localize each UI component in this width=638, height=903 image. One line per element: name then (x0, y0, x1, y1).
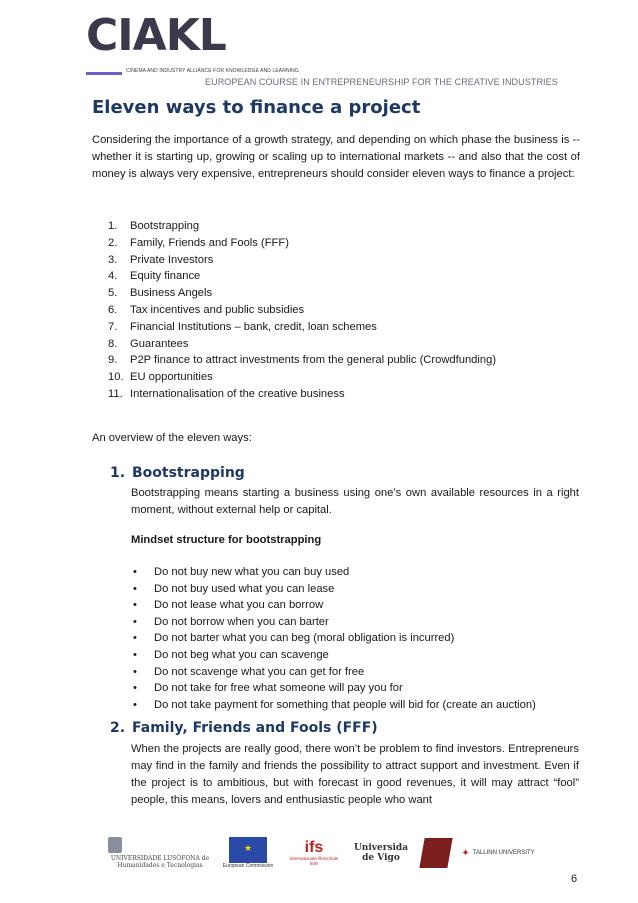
ways-list-text: Bootstrapping (130, 220, 200, 232)
mindset-bullet-text: Do not scavenge what you can get for free (154, 665, 365, 678)
ways-list-text: Business Angels (130, 287, 213, 300)
ways-list-number: 3. (108, 253, 118, 266)
page-title: Eleven ways to finance a project (92, 97, 421, 118)
ways-list-item (92, 285, 496, 302)
film-school-logo (418, 830, 454, 876)
film-logo-icon (419, 838, 452, 868)
ways-list-item (92, 352, 496, 369)
lusofona-text: UNIVERSIDADE LUSÓFONA de Humanidades e Tecnologias (110, 855, 210, 869)
vigo-logo: Universida de Vigo (353, 843, 409, 863)
mindset-bullet-text: Do not borrow when you can barter (154, 615, 329, 628)
logo-tagline: CINEMA AND INDUSTRY ALLIANCE FOR KNOWLEDGE AND LEARNING (126, 68, 299, 74)
ways-list-text: Equity finance (130, 270, 201, 283)
section-1-number: 1. (110, 465, 126, 481)
ways-list-item (92, 336, 496, 353)
ways-list-item (92, 319, 496, 336)
ways-list-text: Tax incentives and public subsidies (130, 303, 305, 316)
mindset-bullet-item (131, 680, 536, 697)
bullet-icon: • (133, 582, 137, 595)
lusofona-logo (108, 830, 212, 876)
bullet-icon: • (133, 632, 137, 645)
logo-accent-bar (86, 72, 122, 75)
ways-list-number: 9. (108, 354, 118, 367)
partner-logos (108, 830, 538, 876)
ways-list-number: 5. (108, 287, 118, 300)
bullet-icon: • (133, 682, 137, 695)
mindset-bullet-text: Do not take payment for something that people will bid for (create an auction) (154, 698, 536, 711)
mindset-bullet-item (131, 697, 536, 714)
ways-list-number: 1. (108, 220, 118, 232)
mindset-bullet-text: Do not lease what you can borrow (154, 599, 324, 612)
bullet-icon: • (133, 615, 137, 628)
ways-list-text: P2P finance to attract investments from the general public (Crowdfunding) (130, 354, 497, 367)
ways-list-number: 2. (108, 236, 118, 249)
ways-list-text: Financial Institutions – bank, credit, loan schemes (130, 320, 377, 333)
mindset-bullet-item (131, 581, 536, 598)
overview-label: An overview of the eleven ways: (92, 432, 252, 444)
eu-text: European Commission (222, 863, 274, 869)
ways-list-item (92, 302, 496, 319)
eu-flag-icon (229, 837, 267, 863)
section-2-heading (110, 720, 378, 736)
intro-paragraph: Considering the importance of a growth strategy, and depending on which phase the business is -- whether it is starting up, growing or scaling up to international markets -- and also that the cost of money is always very expensive, entrepreneurs should consider eleven ways to finance a project: (92, 134, 580, 180)
ways-list-number: 4. (108, 270, 118, 283)
mindset-bullet-item (131, 630, 536, 647)
ways-list-number: 10. (108, 371, 124, 384)
ifs-text: internationale filmschule köln (289, 856, 339, 866)
mindset-bullet-item (131, 597, 536, 614)
page-number: 6 (571, 873, 578, 885)
section-2-body: When the projects are really good, there won’t be problem to find investors. Entrepreneurs may find in the family and friends the possibility to attract support and investment. Even if the project is to ambitious, but with forecast in good revenues, it will may attract “fool” people, this means, lovers and enthusiastic people who want (131, 743, 579, 806)
ways-list-item (92, 252, 496, 269)
section-1-heading (110, 465, 245, 481)
bullet-icon: • (133, 665, 137, 678)
course-header: EUROPEAN COURSE IN ENTREPRENEURSHIP FOR THE CREATIVE INDUSTRIES (205, 77, 558, 87)
ciakl-logo (86, 10, 299, 74)
section-1-body: Bootstrapping means starting a business using one’s own available resources in a right moment, without external help or capital. (131, 487, 579, 516)
tallinn-mark-icon: ✦ (461, 847, 470, 859)
mindset-bullet-item (131, 614, 536, 631)
section-2-title: Family, Friends and Fools (FFF) (132, 720, 378, 736)
mindset-bullet-item (131, 647, 536, 664)
tallinn-logo (458, 830, 538, 876)
bullet-icon: • (133, 566, 137, 578)
ways-list-text: Private Investors (130, 253, 214, 266)
mindset-bullet-text: Do not beg what you can scavenge (154, 648, 329, 661)
bullet-icon: • (133, 698, 137, 711)
mindset-label: Mindset structure for bootstrapping (131, 534, 322, 546)
ways-list-number: 11. (108, 387, 123, 400)
section-1-title: Bootstrapping (132, 465, 245, 481)
ifs-logo (286, 830, 342, 876)
mindset-bullets (131, 564, 536, 713)
eu-logo (220, 830, 276, 876)
lusofona-crest-icon (108, 837, 122, 853)
ways-list-text: Family, Friends and Fools (FFF) (130, 236, 289, 249)
ifs-mark: ifs (304, 839, 324, 856)
ways-list-text: Guarantees (130, 337, 189, 350)
tallinn-text: TALLINN UNIVERSITY (472, 850, 535, 856)
bullet-icon: • (133, 599, 137, 612)
mindset-bullet-text: Do not buy used what you can lease (154, 582, 335, 595)
ways-list-item (92, 235, 496, 252)
ways-list (92, 218, 496, 403)
section-2-number: 2. (110, 720, 126, 736)
ways-list-item (92, 369, 496, 386)
ways-list-item (92, 268, 496, 285)
ways-list-item (92, 218, 496, 235)
ways-list-item (92, 386, 496, 403)
mindset-bullet-item (131, 664, 536, 681)
mindset-bullet-text: Do not barter what you can beg (moral obligation is incurred) (154, 632, 455, 645)
mindset-bullet-text: Do not buy new what you can buy used (154, 566, 350, 578)
ways-list-text: EU opportunities (130, 371, 213, 384)
bullet-icon: • (133, 648, 137, 661)
logo-wordmark: CIAKL (86, 10, 226, 61)
mindset-bullet-text: Do not take for free what someone will pay you for (154, 682, 403, 695)
mindset-bullet-item (131, 564, 536, 581)
ways-list-number: 7. (108, 320, 118, 333)
ways-list-number: 6. (108, 303, 118, 316)
ways-list-number: 8. (108, 337, 118, 350)
ways-list-text: Internationalisation of the creative business (130, 387, 345, 400)
